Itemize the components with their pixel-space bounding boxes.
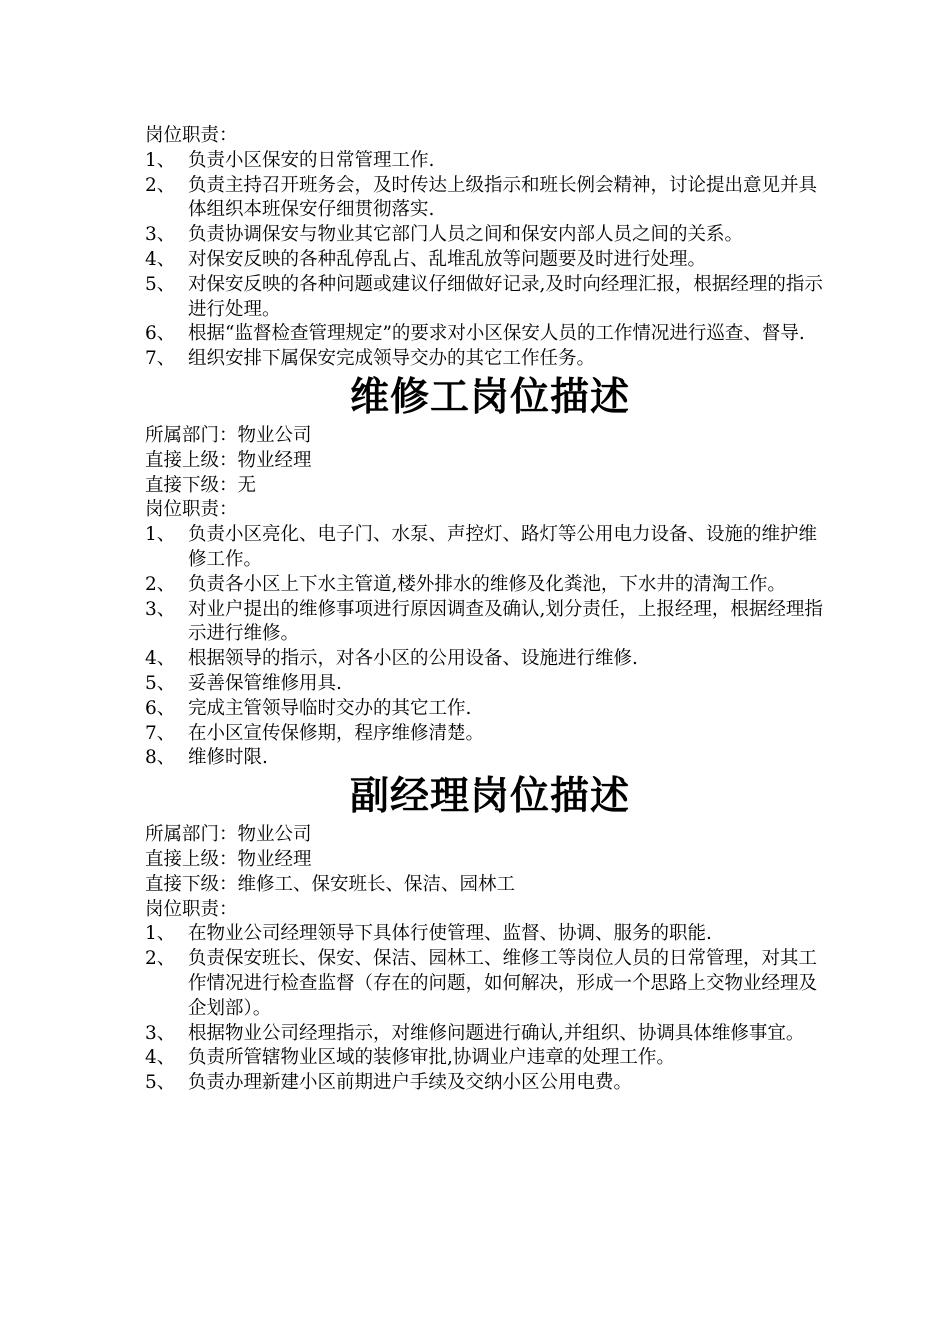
item-number: 8、: [145, 747, 176, 769]
item-number: 6、: [145, 323, 176, 345]
item-text: 根据物业公司经理指示，对维修问题进行确认,并组织、协调具体维修事宜。: [188, 1022, 805, 1044]
item-text: 在物业公司经理领导下具体行使管理、监督、协调、服务的职能.: [188, 923, 712, 945]
item-number: 3、: [145, 224, 176, 246]
list-item: [145, 922, 835, 947]
item-text: 在小区宣传保修期，程序维修清楚。: [188, 722, 485, 744]
item-text: 完成主管领导临时交办的其它工作.: [188, 697, 472, 719]
list-item: [145, 647, 835, 672]
list-item: [145, 223, 835, 248]
item-text: 对保安反映的各种问题或建议仔细做好记录,及时向经理汇报，根据经理的指示进行处理。: [188, 273, 823, 320]
section-title: 副经理岗位描述: [349, 774, 630, 820]
list-item: [145, 573, 835, 598]
item-text: 负责协调保安与物业其它部门人员之间和保安内部人员之间的关系。: [188, 224, 744, 246]
item-number: 4、: [145, 248, 176, 270]
item-number: 4、: [145, 648, 176, 670]
section-maintenance-worker: [145, 372, 835, 771]
item-text: 对业户提出的维修事项进行原因调查及确认,划分责任，上报经理，根据经理指示进行维修。: [188, 598, 823, 645]
list-item: [145, 746, 835, 771]
item-text: 维修时限.: [188, 747, 268, 769]
item-text: 对保安反映的各种乱停乱占、乱堆乱放等问题要及时进行处理。: [188, 248, 707, 270]
list-item: [145, 697, 835, 722]
item-number: 5、: [145, 1072, 176, 1094]
list-item: [145, 149, 835, 174]
item-text: 负责所管辖物业区域的装修审批,协调业户违章的处理工作。: [188, 1047, 675, 1069]
item-number: 1、: [145, 923, 176, 945]
duties-list: [145, 149, 835, 372]
item-number: 5、: [145, 672, 176, 694]
superior-line: 直接上级：物业经理: [145, 848, 312, 870]
item-number: 1、: [145, 149, 176, 171]
item-text: 根据领导的指示，对各小区的公用设备、设施进行维修.: [188, 648, 638, 670]
list-item: [145, 248, 835, 273]
duties-list: [145, 922, 835, 1096]
list-item: [145, 523, 835, 573]
list-item: [145, 273, 835, 323]
item-text: 根据“监督检查管理规定”的要求对小区保安人员的工作情况进行巡查、督导.: [188, 323, 805, 345]
duties-label: 岗位职责：: [145, 898, 238, 920]
item-number: 1、: [145, 524, 176, 546]
subordinate-line: 直接下级：维修工、保安班长、保洁、园林工: [145, 873, 516, 895]
item-text: 负责保安班长、保安、保洁、园林工、维修工等岗位人员的日常管理，对其工作情况进行检查监督（存在的问题，如何解决，形成一个思路上交物业经理及企划部）。: [188, 948, 818, 1019]
duties-list: [145, 523, 835, 771]
list-item: [145, 1046, 835, 1071]
item-number: 2、: [145, 174, 176, 196]
item-text: 妥善保管维修用具.: [188, 672, 342, 694]
item-number: 7、: [145, 348, 176, 370]
list-item: [145, 1022, 835, 1047]
item-text: 负责办理新建小区前期进户手续及交纳小区公用电费。: [188, 1072, 633, 1094]
department-line: 所属部门：物业公司: [145, 824, 312, 846]
item-text: 负责小区保安的日常管理工作.: [188, 149, 435, 171]
item-number: 6、: [145, 697, 176, 719]
list-item: [145, 322, 835, 347]
item-number: 2、: [145, 573, 176, 595]
list-item: [145, 722, 835, 747]
section-title: 维修工岗位描述: [349, 374, 630, 420]
item-number: 3、: [145, 1022, 176, 1044]
item-number: 4、: [145, 1047, 176, 1069]
item-text: 负责小区亮化、电子门、水泵、声控灯、路灯等公用电力设备、设施的维护维修工作。: [188, 524, 818, 570]
item-text: 负责各小区上下水主管道,楼外排水的维修及化粪池，下水井的清淘工作。: [188, 573, 786, 595]
duties-label: 岗位职责：: [145, 125, 238, 146]
list-item: [145, 174, 835, 224]
document-page: [145, 124, 835, 1096]
item-text: 组织安排下属保安完成领导交办的其它工作任务。: [188, 348, 596, 370]
list-item: [145, 598, 835, 648]
item-number: 2、: [145, 948, 176, 970]
list-item: [145, 947, 835, 1021]
duties-label: 岗位职责：: [145, 499, 238, 521]
item-number: 3、: [145, 598, 176, 620]
item-number: 5、: [145, 273, 176, 295]
department-line: 所属部门：物业公司: [145, 424, 312, 446]
superior-line: 直接上级：物业经理: [145, 449, 312, 471]
subordinate-line: 直接下级：无: [145, 474, 257, 496]
item-text: 负责主持召开班务会，及时传达上级指示和班长例会精神，讨论提出意见并具体组织本班保安仔细贯彻落实.: [188, 174, 818, 221]
list-item: [145, 1071, 835, 1096]
section-security-duties: [145, 124, 835, 372]
list-item: [145, 672, 835, 697]
section-deputy-manager: [145, 771, 835, 1096]
list-item: [145, 347, 835, 372]
item-number: 7、: [145, 722, 176, 744]
